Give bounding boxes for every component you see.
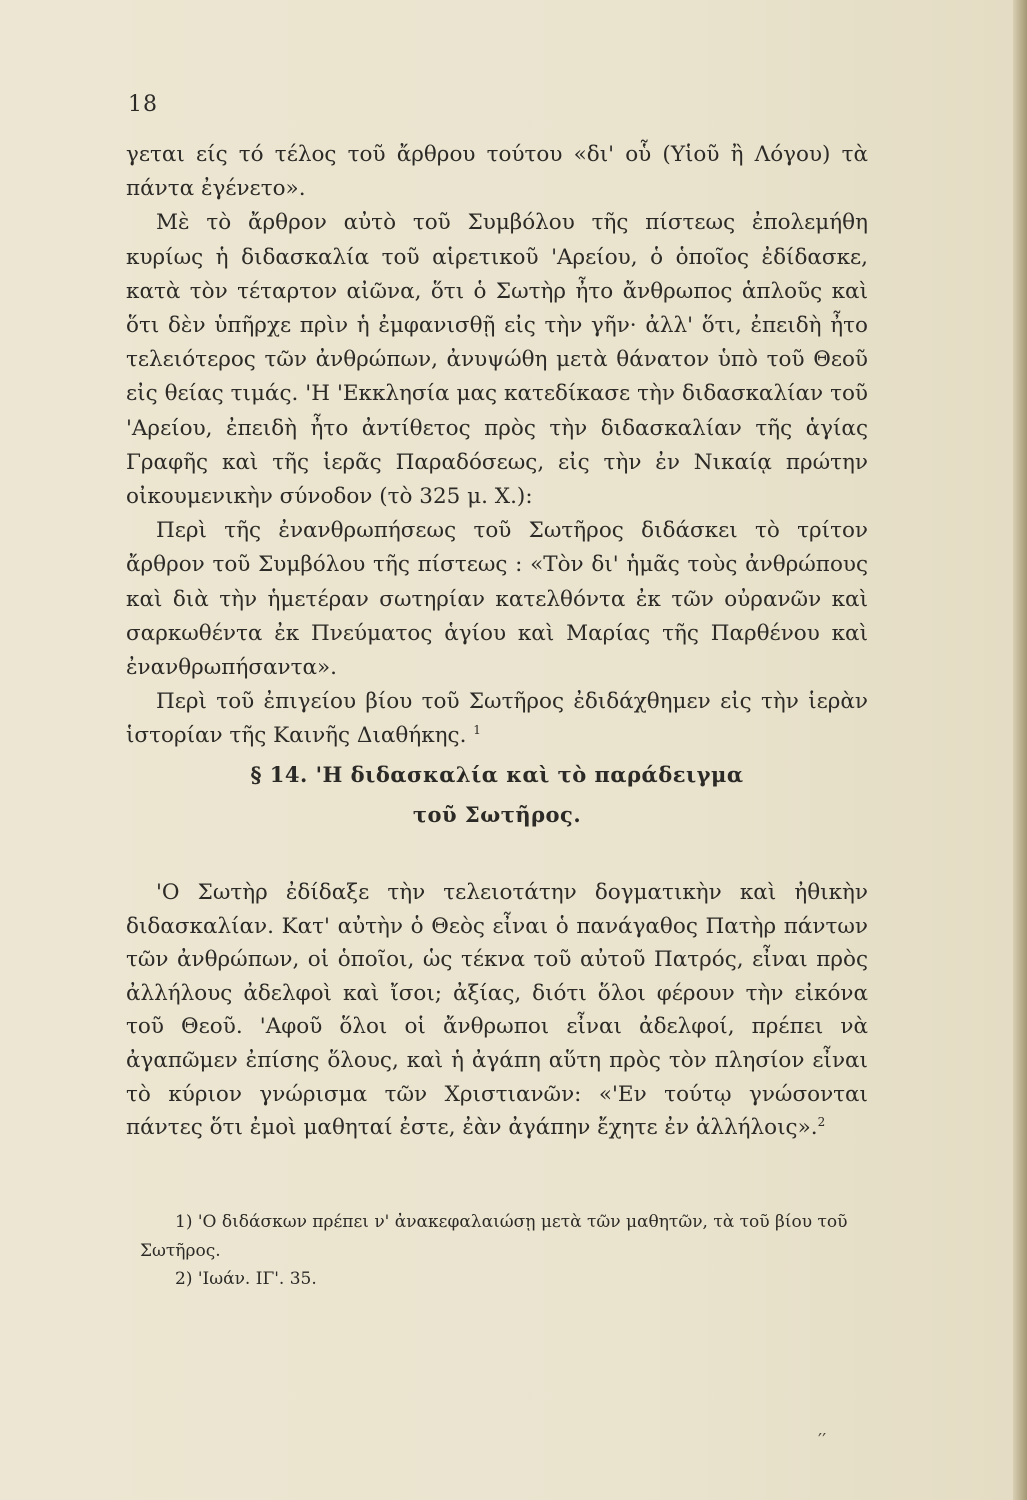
paragraph: γεται είς τό τέλος τοῦ ἄρθρου τούτου «δι' οὗ (Υἱοῦ ἢ Λόγου) τὰ πάντα ἐγένετο». bbox=[126, 142, 868, 202]
footnotes bbox=[140, 1208, 868, 1294]
section-heading-line: τοῦ Σωτῆρος. bbox=[412, 802, 582, 827]
main-text bbox=[126, 138, 868, 754]
paragraph bbox=[126, 876, 868, 1145]
paragraph bbox=[126, 685, 868, 753]
footnote: 1) 'Ο διδάσκων πρέπει ν' ἀνακεφαλαιώσῃ μετὰ τῶν μαθητῶν, τὰ τοῦ βίου τοῦ Σωτῆρος. bbox=[140, 1212, 848, 1261]
stray-mark: ′′ bbox=[818, 1430, 827, 1451]
section-heading bbox=[126, 755, 868, 835]
paragraph-text: Περὶ τοῦ ἐπιγείου βίου τοῦ Σωτῆρος ἐδιδάχθημεν εἰς τὴν ἱερὰν ἱστορίαν τῆς Καινῆς Διαθήκης. bbox=[126, 689, 868, 749]
footnote: 2) 'Ιωάν. ΙΓ'. 35. bbox=[175, 1269, 317, 1289]
page-edge bbox=[1013, 0, 1027, 1500]
section-text bbox=[126, 876, 868, 1145]
footnote-marker: 1 bbox=[473, 723, 481, 738]
section-heading-line: § 14. 'Η διδασκαλία καὶ τὸ παράδειγμα bbox=[250, 762, 744, 787]
page-number: 18 bbox=[128, 92, 158, 117]
footnote-marker: 2 bbox=[817, 1115, 826, 1129]
paragraph-text: 'Ο Σωτὴρ ἐδίδαξε τὴν τελειοτάτην δογματικὴν καὶ ἠθικὴν διδασκαλίαν. Κατ' αὐτὴν ὁ Θεὸς εἶναι ὁ πανάγαθος Πατὴρ πάντων τῶν ἀνθρώπων, οἱ ὁποῖοι, ὡς τέκνα τοῦ αὐτοῦ Πατρός, εἶναι πρὸς ἀλλήλους ἀδελφοὶ καὶ ἴσοι; ἀξίας, διότι ὅλοι φέρουν τὴν εἰκόνα τοῦ Θεοῦ. 'Αφοῦ ὅλοι οἱ ἄνθρωποι εἶναι ἀδελφοί, πρέπει νὰ ἀγαπῶμεν ἐπίσης ὅλους, καὶ ἡ ἀγάπη αὕτη πρὸς τὸν πλησίον εἶναι τὸ κύριον γνώρισμα τῶν Χριστιανῶν: «'Εν τούτῳ γνώσονται πάντες ὅτι ἐμοὶ μαθηταί ἐστε, ἐὰν ἀγάπην ἔχητε ἐν ἀλλήλοις». bbox=[126, 880, 868, 1141]
paragraph: Περὶ τῆς ἐνανθρωπήσεως τοῦ Σωτῆρος διδάσκει τὸ τρίτον ἄρθρον τοῦ Συμβόλου τῆς πίστεως : «Τὸν δι' ἡμᾶς τοὺς ἀνθρώπους καὶ διὰ τὴν ἡμετέραν σωτηρίαν κατελθόντα ἐκ τῶν οὐρανῶν καὶ σαρκωθέντα ἐκ Πνεύματος ἁγίου καὶ Μαρίας τῆς Παρθένου καὶ ἐνανθρωπήσαντα». bbox=[126, 518, 868, 681]
paragraph: Μὲ τὸ ἄρθρον αὐτὸ τοῦ Συμβόλου τῆς πίστεως ἐπολεμήθη κυρίως ἡ διδασκαλία τοῦ αἱρετικοῦ 'Αρείου, ὁ ὁποῖος ἐδίδασκε, κατὰ τὸν τέταρτον αἰῶνα, ὅτι ὁ Σωτὴρ ἦτο ἄνθρωπος ἁπλοῦς καὶ ὅτι δὲν ὑπῆρχε πρὶν ἡ ἐμφανισθῇ εἰς τὴν γῆν· ἀλλ' ὅτι, ἐπειδὴ ἦτο τελειότερος τῶν ἀνθρώπων, ἀνυψώθη μετὰ θάνατον ὑπὸ τοῦ Θεοῦ εἰς θείας τιμάς. 'Η 'Εκκλησία μας κατεδίκασε τὴν διδασκαλίαν τοῦ 'Αρείου, ἐπειδὴ ἦτο ἀντίθετος πρὸς τὴν διδασκαλίαν τῆς ἁγίας Γραφῆς καὶ τῆς ἱερᾶς Παραδόσεως, εἰς τὴν ἐν Νικαίᾳ πρώτην οἰκουμενικὴν σύνοδον (τὸ 325 μ. Χ.): bbox=[126, 210, 868, 510]
